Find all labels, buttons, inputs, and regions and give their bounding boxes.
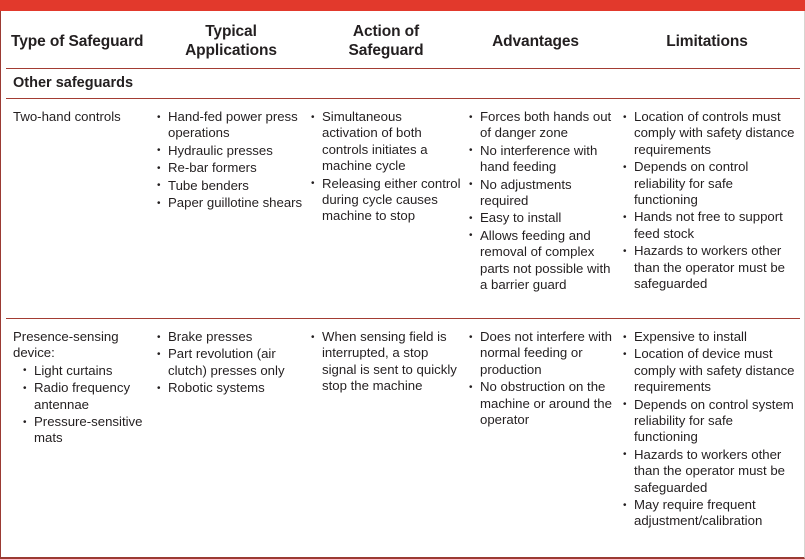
list-item: • No adjustments required (469, 177, 617, 210)
list-item: • Location of controls must comply with safety distance requirements (623, 109, 798, 158)
table-header-row (1, 11, 805, 68)
cell-action-of-safeguard (311, 319, 461, 396)
list-item: • Light curtains (23, 363, 153, 379)
list-item: • Robotic systems (157, 380, 303, 396)
cell-bullet-list (311, 109, 461, 225)
list-item: • Re-bar formers (157, 160, 303, 176)
list-item: • Allows feeding and removal of complex parts not possible with a barrier guard (469, 228, 617, 294)
cell-bullet-list (13, 363, 153, 447)
top-red-banner (0, 0, 805, 11)
column-header-action-of-safeguard-line1: Action of (352, 23, 420, 40)
list-item: • Paper guillotine shears (157, 195, 303, 211)
cell-type-of-safeguard (13, 319, 153, 448)
list-item: • Hazards to workers other than the operator must be safeguarded (623, 243, 798, 292)
column-header-type-of-safeguard (11, 32, 161, 51)
cell-bullet-list (311, 329, 461, 395)
list-item: • No obstruction on the machine or around the operator (469, 379, 617, 428)
list-item: • Location of device must comply with safety distance requirements (623, 346, 798, 395)
section-title: Other safeguards (13, 75, 134, 91)
list-item: • When sensing field is interrupted, a stop signal is sent to quickly stop the machine (311, 329, 461, 395)
table-row (1, 99, 805, 318)
column-header-typical-applications (156, 22, 306, 60)
column-header-action-of-safeguard-line2: Safeguard (348, 42, 424, 59)
list-item: • Expensive to install (623, 329, 798, 345)
cell-advantages (469, 319, 617, 429)
list-item: • No interference with hand feeding (469, 143, 617, 176)
cell-advantages (469, 99, 617, 294)
list-item: • Does not interfere with normal feeding or production (469, 329, 617, 378)
cell-action-of-safeguard (311, 99, 461, 226)
cell-typical-applications (157, 319, 303, 398)
list-item: • Easy to install (469, 210, 617, 226)
column-header-advantages-label: Advantages (492, 33, 579, 50)
column-header-typical-applications-line2: Applications (185, 42, 277, 59)
list-item: • Hands not free to support feed stock (623, 209, 798, 242)
table-row (1, 319, 805, 557)
cell-limitations (623, 319, 798, 531)
column-header-typical-applications-line1: Typical (205, 23, 257, 40)
column-header-action-of-safeguard (311, 22, 461, 60)
section-header-row (1, 69, 805, 98)
list-item: • Hydraulic presses (157, 143, 303, 159)
column-header-limitations-label: Limitations (666, 33, 748, 50)
cell-limitations (623, 99, 798, 293)
list-item: • Forces both hands out of danger zone (469, 109, 617, 142)
list-item: • Brake presses (157, 329, 303, 345)
cell-bullet-list (469, 329, 617, 428)
list-item: • Depends on control system reliability for safe functioning (623, 397, 798, 446)
column-header-advantages (463, 32, 608, 51)
cell-type-of-safeguard (13, 99, 153, 126)
cell-bullet-list (469, 109, 617, 293)
list-item: • Depends on control reliability for safe functioning (623, 159, 798, 208)
cell-bullet-list (623, 329, 798, 530)
list-item: • May require frequent adjustment/calibration (623, 497, 798, 530)
list-item: • Part revolution (air clutch) presses only (157, 346, 303, 379)
cell-lead-text: Two-hand controls (13, 109, 121, 124)
cell-bullet-list (623, 109, 798, 292)
list-item: • Tube benders (157, 178, 303, 194)
list-item: • Releasing either control during cycle causes machine to stop (311, 176, 461, 225)
cell-bullet-list (157, 109, 303, 211)
list-item: • Pressure-sensitive mats (23, 414, 153, 447)
table-frame (0, 11, 805, 559)
column-header-limitations (621, 32, 793, 51)
cell-bullet-list (157, 329, 303, 397)
list-item: • Radio frequency antennae (23, 380, 153, 413)
cell-lead-text: Presence-sensing device: (13, 329, 119, 361)
list-item: • Hazards to workers other than the operator must be safeguarded (623, 447, 798, 496)
list-item: • Hand-fed power press operations (157, 109, 303, 142)
list-item: • Simultaneous activation of both controls initiates a machine cycle (311, 109, 461, 175)
column-header-type-of-safeguard-label: Type of Safeguard (11, 33, 144, 50)
cell-typical-applications (157, 99, 303, 212)
